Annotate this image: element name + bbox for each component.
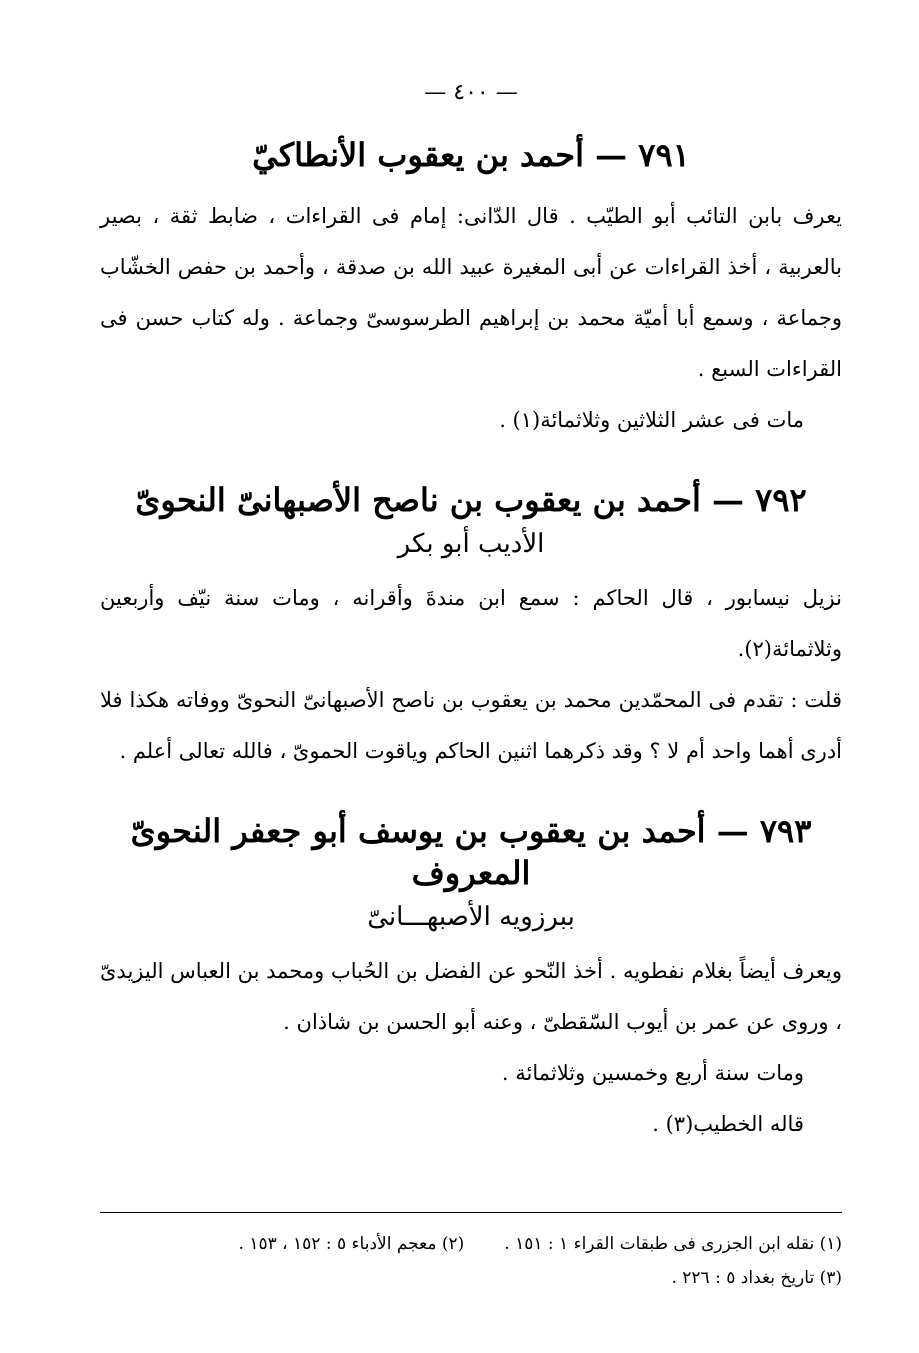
footnote-2: (٢) معجم الأدباء ٥ : ١٥٢ ، ١٥٣ . xyxy=(238,1234,465,1254)
entry-793 xyxy=(100,811,842,1150)
entry-paragraph: ومات سنة أربع وخمسين وثلاثمائة . xyxy=(501,1061,804,1086)
page-body xyxy=(100,80,842,1184)
footnote-3: (٣) تاريخ بغداد ٥ : ٢٢٦ . xyxy=(671,1268,842,1288)
footnote-row xyxy=(100,1261,842,1295)
entry-791 xyxy=(100,135,842,446)
page-number: — ٤٠٠ — xyxy=(424,80,518,105)
entry-paragraph: نزيل نيسابور ، قال الحاكم : سمع ابن مندةَ وأقرانه ، ومات سنة نيّف وأربعين وثلاثمائة(٢). xyxy=(100,586,842,662)
entry-title: ٧٩١ — أحمد بن يعقوب الأنطاكيّ xyxy=(252,136,690,174)
entry-paragraph: مات فى عشر الثلاثين وثلاثمائة(١) . xyxy=(499,407,804,432)
entry-paragraph: ويعرف أيضاً بغلام نفطويه . أخذ النّحو عن الفضل بن الحُباب ومحمد بن العباس اليزيدىّ ، وروى عن عمر بن أيوب السّقطىّ ، وعنه أبو الحسن بن شاذان . xyxy=(100,959,842,1035)
entry-paragraph: قلت : تقدم فى المحمّدين محمد بن يعقوب بن ناصح الأصبهانىّ النحوىّ ووفاته هكذا فلا أدرى أهما واحد أم لا ؟ وقد ذكرهما اثنين الحاكم وياقوت الحموىّ ، فالله تعالى أعلم . xyxy=(100,688,842,764)
entry-792 xyxy=(100,480,842,778)
entry-subtitle: ببرزويه الأصبهـــانىّ xyxy=(367,902,575,933)
entry-subtitle: الأديب أبو بكر xyxy=(397,529,545,560)
entry-title: ٧٩٢ — أحمد بن يعقوب بن ناصح الأصبهانىّ النحوىّ xyxy=(135,480,807,519)
footnote-1: (١) نقله ابن الجزرى فى طبقات القراء ١ : ١٥١ . xyxy=(504,1234,842,1254)
entry-paragraph: يعرف بابن التائب أبو الطيّب . قال الدّانى: إمام فى القراءات ، ضابط ثقة ، بصير بالعربية ، أخذ القراءات عن أبى المغيرة عبيد الله بن صدقة ، وأحمد بن حفص الخشّاب وجماعة ، وسمع أبا أميّة محمد بن إبراهيم الطرسوسىّ وجماعة . وله كتاب حسن فى القراءات السبع . xyxy=(100,203,842,381)
entry-paragraph: قاله الخطيب(٣) . xyxy=(652,1112,804,1137)
footnotes xyxy=(100,1212,842,1295)
entry-title: ٧٩٣ — أحمد بن يعقوب بن يوسف أبو جعفر النحوىّ المعروف xyxy=(130,812,812,892)
footnote-row xyxy=(100,1227,842,1261)
